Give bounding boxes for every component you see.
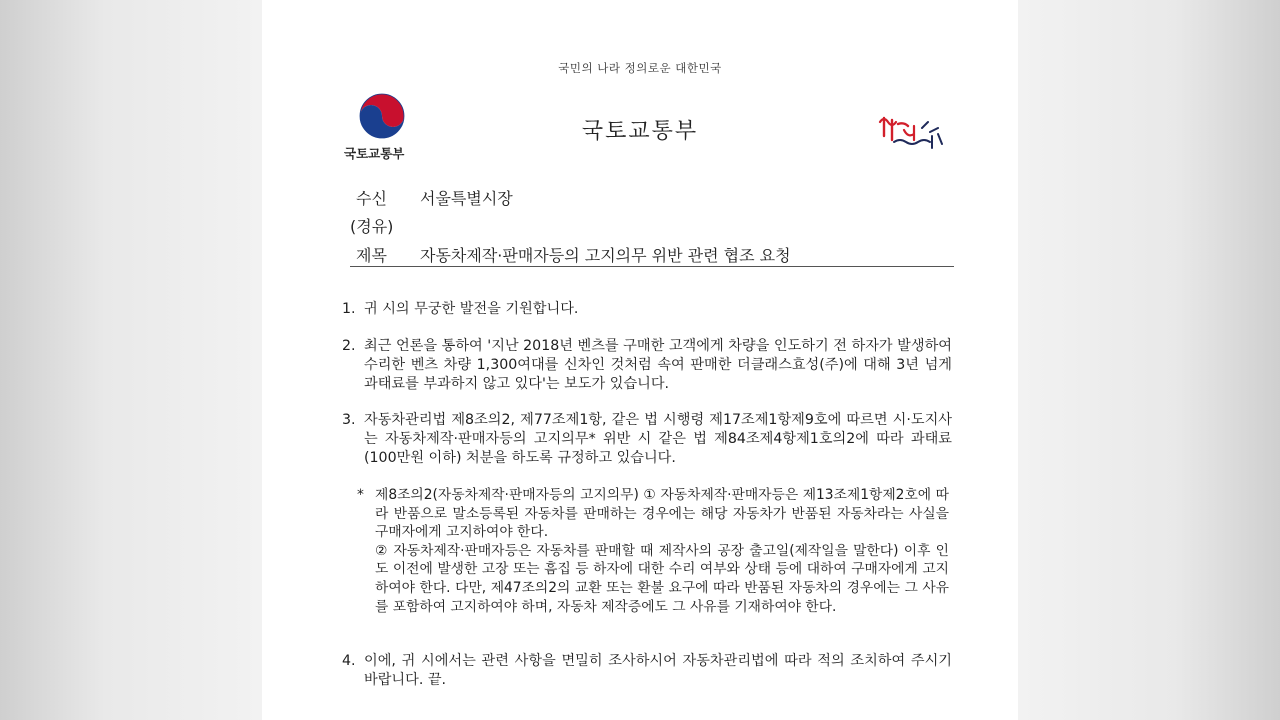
paragraph-1 [342,300,952,319]
footnote-clause-2: ② 자동차제작·판매자등은 자동차를 판매할 때 제작사의 공장 출고일(제작일을 말한다) 이후 인도 이전에 발생한 고장 또는 흠집 등 하자에 대한 수리 여부와 상태 등에 대하여 구매자에게 고지하여야 한다. 다만, 제47조의2의 교환 또는 환불 요구에 따라 반품된 자동차의 경우에는 그 사유를 포함하여 고지하여야 하며, 자동차 제작증에도 그 사유를 기재하여야 한다. [375,542,949,615]
slogan: 국민의 나라 정의로운 대한민국 [558,61,722,75]
paragraph-number: 2. [342,338,356,354]
emblem-label: 국토교통부 [344,146,405,161]
paragraph-text: 자동차관리법 제8조의2, 제77조제1항, 같은 법 시행령 제17조제1항제9호에 따르면 시·도지사는 자동차제작·판매자등의 고지의무* 위반 시 같은 법 제84조제4항제1호의2에 따라 과태료(100만원 이하) 처분을 하도록 규정하고 있습니다. [364,412,952,466]
paragraph-text: 최근 언론을 통하여 '지난 2018년 벤츠를 구매한 고객에게 차량을 인도하기 전 하자가 발생하여 수리한 벤츠 차량 1,300여대를 신차인 것처럼 속여 판매한 더클래스효성(주)에 대해 3년 넘게 과태료를 부과하지 않고 있다'는 보도가 있습니다. [364,338,952,392]
backdrop-left [0,0,262,720]
paragraph-4 [342,652,952,690]
paragraph-3 [342,411,952,468]
paragraph-text: 이에, 귀 시에서는 관련 사항을 면밀히 조사하시어 자동차관리법에 따라 적의 조치하여 주시기 바랍니다. 끝. [364,653,952,688]
paragraph-text: 귀 시의 무궁한 발전을 기원합니다. [364,301,579,317]
footnote-body [375,486,949,616]
header-divider [350,266,954,267]
footnote-clause-1: 제8조의2(자동차제작·판매자등의 고지의무) ① 자동차제작·판매자등은 제13조제1항제2호에 따라 반품으로 말소등록된 자동차를 판매하는 경우에는 해당 자동차가 반품된 자동차라는 사실을 구매자에게 고지하여야 한다. [375,487,949,541]
footnote [357,486,949,616]
brand-mark-logo [874,108,946,152]
subject-label: 제목 [356,246,387,265]
paragraph-number: 1. [342,301,356,317]
ministry-title: 국토교통부 [581,119,699,144]
paragraph-2 [342,337,952,394]
paragraph-number: 3. [342,412,356,428]
document-page [262,0,1018,720]
backdrop-right [1018,0,1280,720]
recipient-label: 수신 [356,189,387,208]
recipient-row [356,186,513,209]
subject-value: 자동차제작·판매자등의 고지의무 위반 관련 협조 요청 [420,246,791,265]
via-row [350,214,414,237]
subject-row [356,243,791,266]
via-label: (경유) [350,217,394,236]
recipient-value: 서울특별시장 [420,189,513,208]
footnote-marker: * [357,487,364,503]
paragraph-number: 4. [342,653,356,669]
